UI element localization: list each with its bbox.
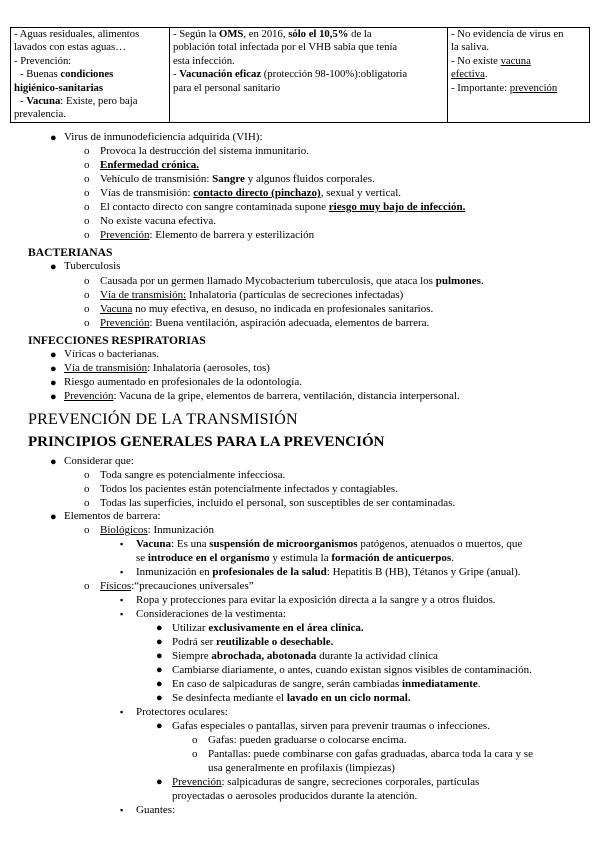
protectores-item <box>172 776 479 789</box>
bullet-circle: o <box>84 159 90 171</box>
table-cell-col3 <box>448 28 590 123</box>
bold-text: Sangre <box>212 173 245 185</box>
protectores-item-cont: proyectadas o aerosoles producidos durante la atención. <box>172 790 418 802</box>
inmunizacion-line <box>136 566 521 579</box>
bold-text: condiciones <box>60 68 114 81</box>
respiratorias-item: Víricas o bacterianas. <box>64 348 159 360</box>
text: Se desinfecta mediante el <box>172 692 287 704</box>
respiratorias-item: Riesgo aumentado en profesionales de la odontología. <box>64 376 302 388</box>
underlined-text: Prevención <box>100 229 150 241</box>
bacterianas-subitem <box>100 303 433 316</box>
text: Inhalatoria (partículas de secreciones infectadas) <box>186 289 404 301</box>
section-heading-respiratorias: INFECCIONES RESPIRATORIAS <box>28 334 206 347</box>
cell-line <box>173 28 444 41</box>
cell-line <box>451 82 586 95</box>
text: y algunos fluidos corporales. <box>244 173 375 185</box>
bold-text: Vacuna <box>136 538 172 550</box>
vih-item <box>100 173 375 186</box>
text: de la <box>348 28 372 40</box>
underlined-text: Vía de transmisión: <box>100 289 187 301</box>
vestimenta-item <box>172 692 411 705</box>
bullet-square: ▪ <box>120 567 124 577</box>
biologicos-item <box>100 524 214 537</box>
respiratorias-item <box>64 390 460 403</box>
underlined-text: prevención <box>509 81 558 94</box>
elementos-label: Elementos de barrera: <box>64 510 161 522</box>
bold-text: introduce en el organismo <box>147 552 270 564</box>
bullet-dot: ● <box>50 363 57 375</box>
underlined-text: efectiva <box>451 68 485 81</box>
bold-text: OMS <box>219 28 244 40</box>
section-heading-bacterianas: BACTERIANAS <box>28 246 113 259</box>
underlined-text: Físicos <box>100 580 132 592</box>
bullet-square: ▪ <box>120 609 124 619</box>
bold-text: formación de anticuerpos <box>331 552 452 564</box>
cell-line <box>451 55 586 68</box>
cell-line <box>451 68 586 81</box>
bold-text: Vacuna <box>26 95 61 108</box>
underlined-text: Prevención <box>100 317 150 329</box>
bold-text: reutilizable o desechable. <box>216 636 334 648</box>
underlined-text: Vía de transmisión <box>64 362 148 374</box>
text: y estimula la <box>269 552 332 564</box>
vestimenta-item: Cambiarse diariamente, o antes, cuando existan signos visibles de contaminación. <box>172 664 532 676</box>
text: - Según la <box>173 28 220 40</box>
text: - No existe <box>451 54 501 67</box>
cell-line: - No evidencia de virus en <box>451 28 564 40</box>
text: : Elemento de barrera y esterilización <box>149 229 315 241</box>
bold-text: pulmones <box>435 275 481 287</box>
underlined-text: Prevención <box>172 776 222 788</box>
bold-text: inmediatamente <box>402 678 478 690</box>
bullet-circle: o <box>84 497 90 509</box>
text: Inmunización en <box>136 566 213 578</box>
bullet-dot: ● <box>50 261 57 273</box>
bullet-circle: o <box>84 201 90 213</box>
bullet-circle: o <box>84 275 90 287</box>
fisicos-subitem: Protectores oculares: <box>136 706 228 718</box>
bacterianas-subitem <box>100 317 429 330</box>
bullet-dot: ● <box>50 511 57 523</box>
text: , en 2016, <box>243 28 289 40</box>
vih-item <box>100 187 401 200</box>
cell-line: prevalencia. <box>14 108 66 121</box>
text: Vehículo de transmisión: <box>100 173 213 185</box>
cell-line: población total infectada por el VHB sabía que tenía <box>173 41 398 54</box>
considerar-item: Todos los pacientes están potencialmente infectados y contagiables. <box>100 483 398 495</box>
bullet-circle: o <box>84 469 90 481</box>
vih-item <box>100 201 465 214</box>
bullet-dot: ● <box>156 678 163 690</box>
bold-underlined-text: contacto directo (pinchazo) <box>193 187 321 199</box>
bullet-circle: o <box>192 748 198 760</box>
bold-underlined-text: riesgo muy bajo de infección. <box>328 201 466 213</box>
bullet-dot: ● <box>156 636 163 648</box>
respiratorias-item <box>64 362 270 375</box>
text: : Existe, pero baja <box>60 95 138 108</box>
bullet-circle: o <box>192 734 198 746</box>
bullet-dot: ● <box>156 650 163 662</box>
text: se <box>136 552 148 564</box>
fisicos-subitem: Ropa y protecciones para evitar la exposición directa a la sangre y a otros fluidos. <box>136 594 496 606</box>
vacuna-line <box>136 538 522 551</box>
cell-line: la saliva. <box>451 41 489 54</box>
vih-title: Virus de inmunodeficiencia adquirida (VIH): <box>64 131 263 143</box>
text: : Hepatitis B (HB), Tétanos y Gripe (anual). <box>326 566 521 578</box>
vih-item: Enfermedad crónica. <box>100 159 199 171</box>
bullet-square: ▪ <box>120 595 124 605</box>
vih-item <box>100 229 314 242</box>
bullet-circle: o <box>84 145 90 157</box>
bold-text: suspensión de microorganismos <box>209 538 358 550</box>
cell-line: higiénico-sanitarias <box>14 81 104 94</box>
protectores-subitem: Pantallas: puede combinarse con gafas graduadas, abarca toda la cara y se <box>208 748 533 760</box>
bullet-circle: o <box>84 187 90 199</box>
section-subtitle: PRINCIPIOS GENERALES PARA LA PREVENCIÓN <box>28 434 385 450</box>
cell-line: lavados con estas aguas… <box>14 41 126 54</box>
text: El contacto directo con sangre contaminada supone <box>100 201 329 213</box>
protectores-subitem: Gafas: pueden graduarse o colocarse encima. <box>208 734 407 746</box>
bullet-square: ▪ <box>120 805 124 815</box>
considerar-item: Todas las superficies, incluido el personal, son susceptibles de ser contaminadas. <box>100 497 456 509</box>
bold-text: abrochada, abotonada <box>211 650 317 662</box>
bullet-square: ▪ <box>120 707 124 717</box>
considerar-label: Considerar que: <box>64 455 134 467</box>
page-title: PREVENCIÓN DE LA TRANSMISIÓN <box>28 411 298 428</box>
bullet-dot: ● <box>156 664 163 676</box>
text: Vías de transmisión: <box>100 187 194 199</box>
bold-text: lavado en un ciclo normal. <box>286 692 411 704</box>
text: Siempre <box>172 650 212 662</box>
table-row <box>11 28 590 123</box>
bullet-circle: o <box>84 524 90 536</box>
text: . <box>480 275 484 287</box>
bullet-circle: o <box>84 289 90 301</box>
bacterianas-item: Tuberculosis <box>64 260 121 272</box>
cell-line: esta infección. <box>173 54 235 67</box>
vestimenta-item <box>172 650 438 663</box>
bacterianas-subitem <box>100 289 403 302</box>
vih-item: Provoca la destrucción del sistema inmunitario. <box>100 145 309 157</box>
text: : Inmunización <box>147 524 214 536</box>
text: . <box>477 678 481 690</box>
bold-text: exclusivamente en el área clínica. <box>208 622 364 634</box>
underlined-text: vacuna <box>500 54 531 67</box>
text: : Inhalatoria (aerosoles, tos) <box>147 362 270 374</box>
text: no muy efectiva, en desuso, no indicada en profesionales sanitarios. <box>132 303 434 315</box>
bullet-dot: ● <box>50 377 57 389</box>
text: Podrá ser <box>172 636 216 648</box>
text: : Buena ventilación, aspiración adecuada, elementos de barrera. <box>149 317 430 329</box>
fisicos-subitem: Guantes: <box>136 804 176 816</box>
table-cell-col2 <box>170 28 448 123</box>
fisicos-subitem: Consideraciones de la vestimenta: <box>136 608 286 620</box>
cell-line: - Aguas residuales, alimentos <box>14 28 140 40</box>
text: . <box>451 552 454 564</box>
table-cell-col1 <box>11 28 170 123</box>
considerar-item: Toda sangre es potencialmente infecciosa. <box>100 469 286 481</box>
bacterianas-subitem <box>100 275 484 288</box>
text: - Buenas <box>20 68 61 81</box>
text: : salpicaduras de sangre, secreciones corporales, partículas <box>221 776 480 788</box>
bullet-dot: ● <box>50 132 57 144</box>
text: . <box>484 68 488 81</box>
text: patógenos, atenuados o muertos, que <box>357 538 523 550</box>
bullet-dot: ● <box>156 622 163 634</box>
vacuna-line <box>136 552 454 565</box>
text: : Es una <box>171 538 210 550</box>
text: - <box>20 95 27 108</box>
bold-text: sólo el 10,5% <box>288 28 349 40</box>
underlined-text: Prevención <box>64 390 114 402</box>
bullet-dot: ● <box>50 349 57 361</box>
bullet-circle: o <box>84 317 90 329</box>
text: : Vacuna de la gripe, elementos de barrera, ventilación, distancia interpersonal. <box>113 390 460 402</box>
bullet-circle: o <box>84 215 90 227</box>
bold-text: profesionales de la salud <box>212 566 327 578</box>
vestimenta-item <box>172 622 364 635</box>
cell-line <box>173 68 444 81</box>
vih-item: No existe vacuna efectiva. <box>100 215 217 227</box>
protectores-subitem-cont: usa generalmente en profilaxis (limpiezas) <box>208 762 395 774</box>
bold-text: Vacunación eficaz <box>179 68 262 81</box>
underlined-text: Vacuna <box>100 303 133 315</box>
cell-line: - Prevención: <box>14 54 72 67</box>
text: Causada por un germen llamado Mycobacterium tuberculosis, que ataca los <box>100 275 436 287</box>
bullet-dot: ● <box>50 391 57 403</box>
text: (protección 98-100%):obligatoria <box>261 68 408 81</box>
bullet-circle: o <box>84 173 90 185</box>
bullet-dot: ● <box>156 692 163 704</box>
vestimenta-item <box>172 678 481 691</box>
bullet-dot: ● <box>156 776 163 788</box>
text: - <box>173 68 180 81</box>
bullet-circle: o <box>84 303 90 315</box>
cell-line: para el personal sanitario <box>173 81 281 94</box>
bullet-square: ▪ <box>120 539 124 549</box>
bullet-circle: o <box>84 580 90 592</box>
underlined-text: Biológicos <box>100 524 148 536</box>
text: durante la actividad clínica <box>316 650 438 662</box>
bullet-circle: o <box>84 483 90 495</box>
vestimenta-item <box>172 636 333 649</box>
bullet-dot: ● <box>156 720 163 732</box>
bullet-dot: ● <box>50 456 57 468</box>
text: Utilizar <box>172 622 209 634</box>
fisicos-item <box>100 580 254 593</box>
hepatitis-table <box>10 27 590 123</box>
cell-line <box>14 68 166 81</box>
protectores-item: Gafas especiales o pantallas, sirven para prevenir traumas o infecciones. <box>172 720 490 732</box>
bullet-circle: o <box>84 229 90 241</box>
text: :“precauciones universales” <box>131 580 254 592</box>
text: En caso de salpicaduras de sangre, serán cambiadas <box>172 678 402 690</box>
text: - Importante: <box>451 81 510 94</box>
text: , sexual y vertical. <box>320 187 402 199</box>
cell-line <box>14 95 166 108</box>
